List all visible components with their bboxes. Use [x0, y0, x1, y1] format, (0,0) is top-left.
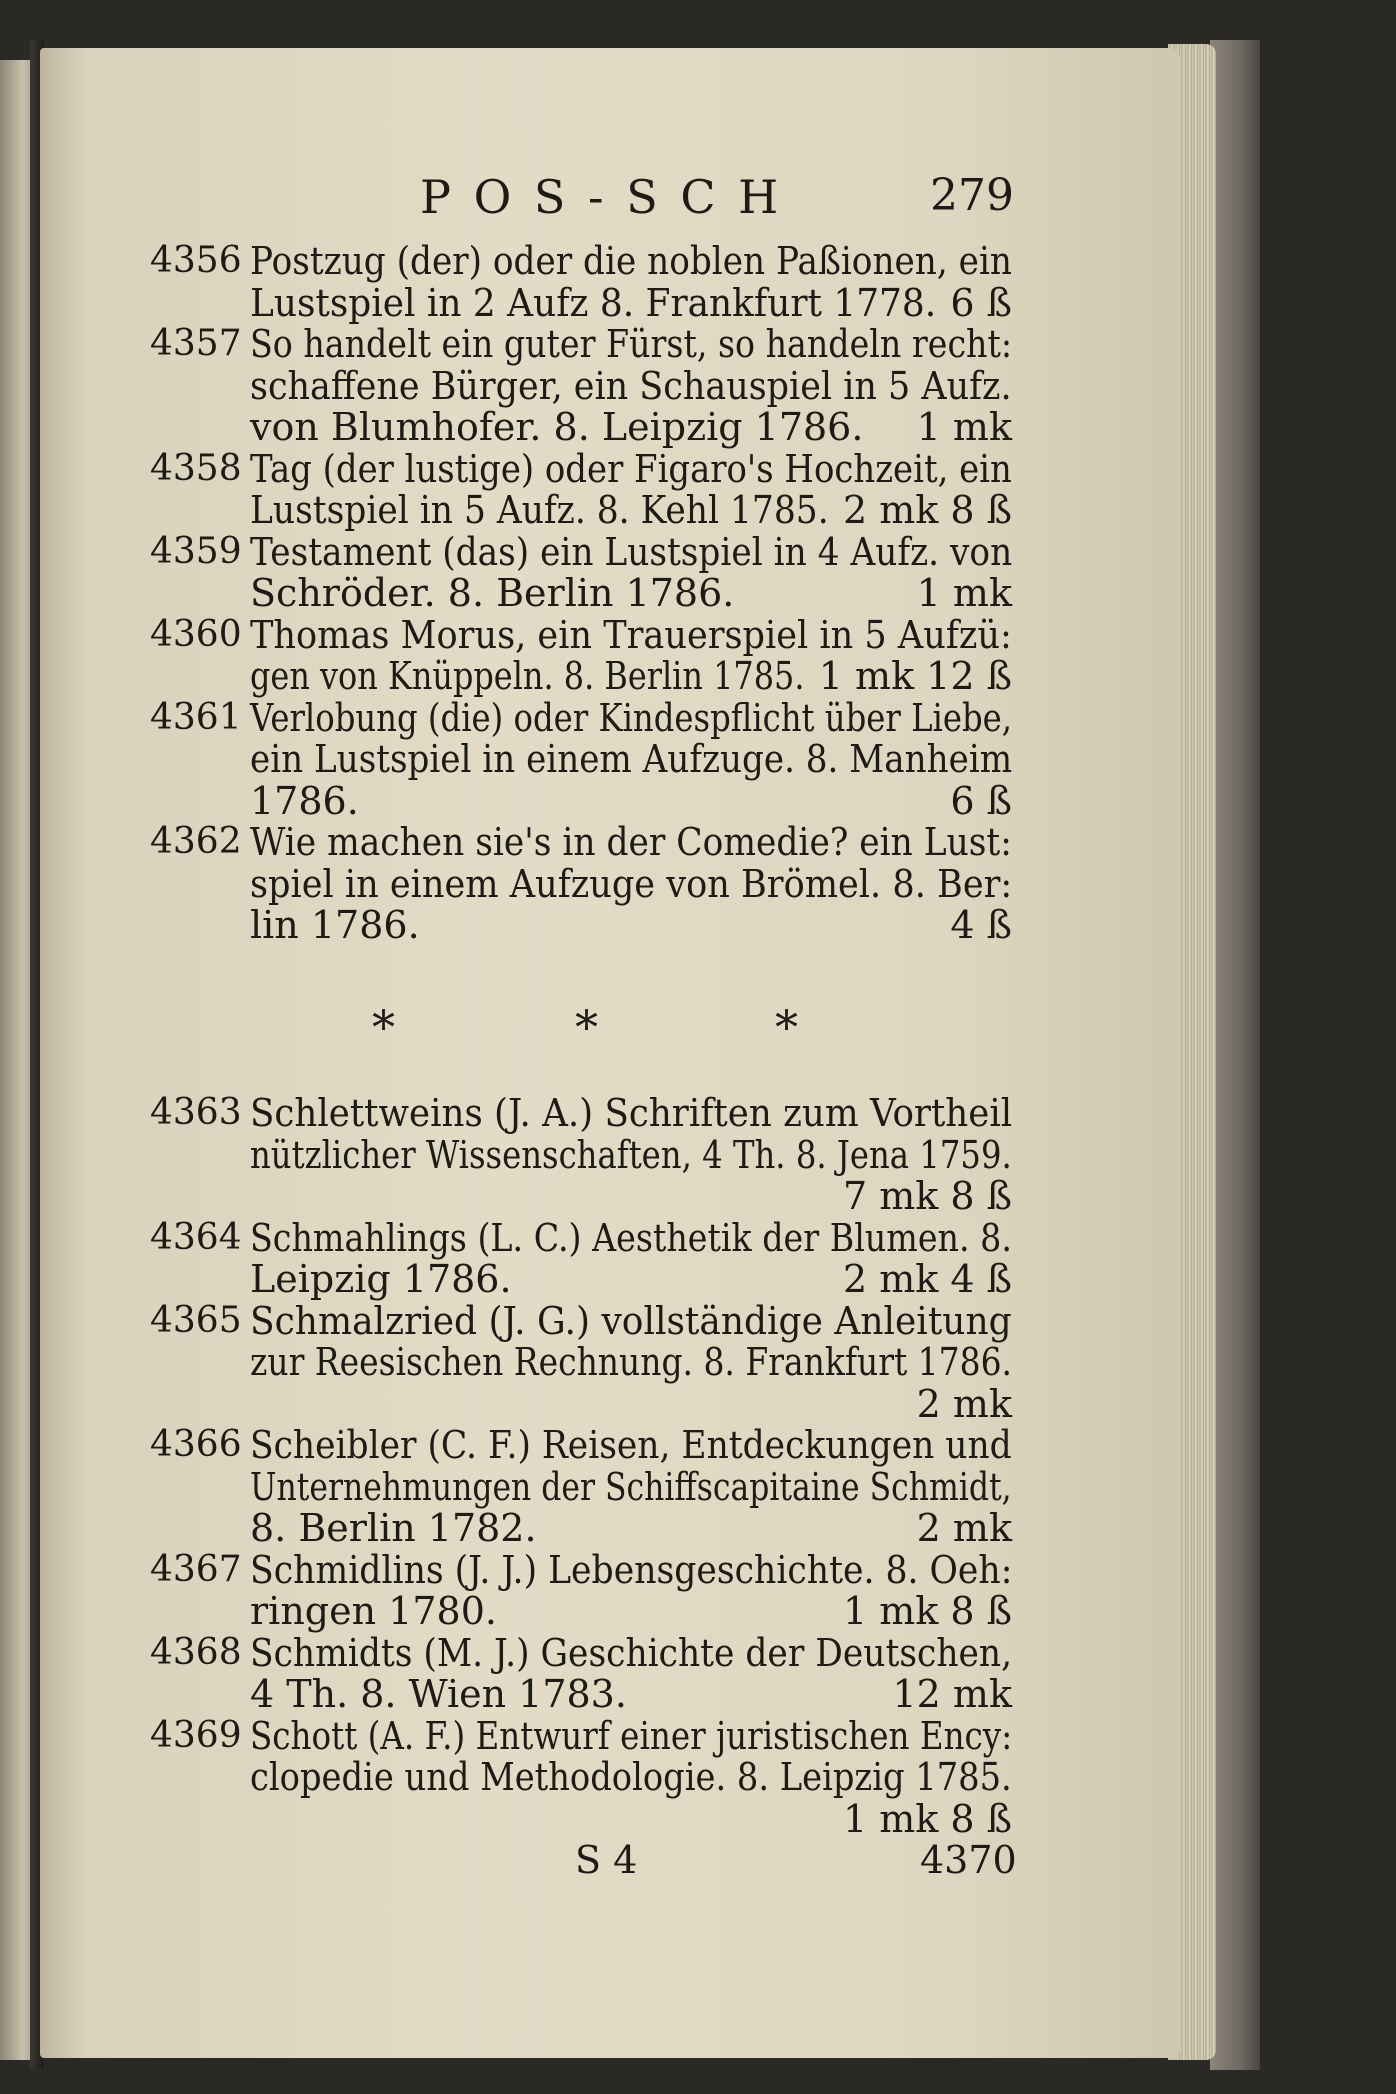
entry-text: Unternehmungen der Schiffscapitaine Schmidt,	[250, 1464, 1012, 1509]
entry-number: 4357	[150, 323, 242, 364]
entry-price: 1 mk 8 ß	[842, 1589, 1012, 1633]
entry-number: 4368	[150, 1631, 242, 1673]
entry-text: ringen 1780.	[250, 1589, 497, 1633]
catchword: 4370	[920, 1838, 1017, 1882]
entry-price: 6 ß	[950, 778, 1012, 823]
book-cover-edge	[1210, 40, 1260, 2070]
entry-text: Schmalzried (J. G.) vollständige Anleitung	[250, 1298, 1012, 1343]
entry-text: Leipzig 1786.	[250, 1257, 512, 1301]
entry-text: zur Reesischen Rechnung. 8. Frankfurt 1786.	[250, 1340, 1013, 1384]
entry-price: 2 mk	[916, 1506, 1012, 1550]
entry-price: 2 mk	[916, 1381, 1012, 1426]
divider-asterisk: *	[372, 1000, 395, 1054]
page-number: 279	[930, 170, 1014, 221]
divider-asterisk: *	[775, 1000, 798, 1054]
entry-text: Schmidts (M. J.) Geschichte der Deutschen,	[250, 1630, 1013, 1675]
entry-text: Scheibler (C. F.) Reisen, Entdeckungen und	[250, 1423, 1012, 1467]
entry-price: 2 mk 8 ß	[842, 488, 1012, 532]
entry-text: So handelt ein guter Fürst, so handeln recht:	[250, 322, 1013, 366]
entry-price: 4 ß	[950, 903, 1012, 947]
entry-text: Schlettweins (J. A.) Schriften zum Vortheil	[250, 1091, 1013, 1135]
entry-price: 6 ß	[950, 280, 1012, 325]
entry-text: Schröder. 8. Berlin 1786.	[250, 571, 735, 615]
entry-text: clopedie und Methodologie. 8. Leipzig 1785.	[250, 1755, 1012, 1799]
entry-text: nützlicher Wissenschaften, 4 Th. 8. Jena 1759.	[250, 1132, 1012, 1177]
section-divider	[0, 1000, 1396, 1054]
entry-text: Postzug (der) oder die noblen Paßionen, ein	[250, 239, 1012, 283]
entry-text: lin 1786.	[250, 903, 420, 947]
entry-text: Lustspiel in 5 Aufz. 8. Kehl 1785.	[250, 488, 829, 532]
entry-price: 1 mk 12 ß	[818, 654, 1012, 698]
entry-text: von Blumhofer. 8. Leipzig 1786.	[250, 405, 864, 449]
entry-number: 4356	[150, 240, 242, 281]
entry-price: 1 mk 8 ß	[842, 1796, 1012, 1841]
entry-number: 4369	[150, 1714, 242, 1756]
entry-text: ein Lustspiel in einem Aufzuge. 8. Manheim	[250, 737, 1013, 781]
entry-number: 4366	[150, 1424, 242, 1465]
entry-text: Lustspiel in 2 Aufz 8. Frankfurt 1778.	[250, 280, 937, 325]
entry-number: 4361	[150, 696, 242, 738]
entry-text: Schott (A. F.) Entwurf einer juristischen Ency:	[250, 1713, 1013, 1758]
entry-price: 2 mk 4 ß	[842, 1257, 1012, 1301]
entry-text: Verlobung (die) oder Kindespflicht über Liebe,	[250, 695, 1013, 740]
entry-text: 8. Berlin 1782.	[250, 1506, 537, 1550]
entry-text: schaffene Bürger, ein Schauspiel in 5 Aufz.	[250, 363, 1012, 408]
entry-price: 1 mk	[916, 405, 1012, 449]
entry-text: gen von Knüppeln. 8. Berlin 1785.	[250, 654, 805, 698]
divider-asterisk: *	[575, 1000, 598, 1054]
entry-text: Tag (der lustige) oder Figaro's Hochzeit, ein	[250, 446, 1012, 491]
entry-text: Thomas Morus, ein Trauerspiel in 5 Aufzü:	[250, 612, 1012, 657]
running-head: P O S - S C H	[420, 170, 783, 224]
entry-text: Wie machen sie's in der Comedie? ein Lust:	[250, 820, 1012, 864]
entry-text: spiel in einem Aufzuge von Brömel. 8. Ber:	[250, 861, 1013, 906]
entry-number: 4363	[150, 1092, 242, 1133]
entry-number: 4362	[150, 821, 242, 862]
entry-number: 4360	[150, 613, 242, 655]
entry-number: 4358	[150, 447, 242, 489]
entry-price: 1 mk	[916, 571, 1012, 615]
signature-mark: S 4	[575, 1838, 638, 1882]
entry-number: 4367	[150, 1548, 242, 1590]
entry-text: Testament (das) ein Lustspiel in 4 Aufz. von	[250, 529, 1013, 574]
entry-number: 4359	[150, 530, 242, 572]
entry-number: 4365	[150, 1299, 242, 1341]
entry-text: Schmidlins (J. J.) Lebensgeschichte. 8. Oeh:	[250, 1547, 1013, 1592]
entry-number: 4364	[150, 1216, 242, 1258]
entry-text: Schmahlings (L. C.) Aesthetik der Blumen. 8.	[250, 1215, 1012, 1260]
entry-price: 7 mk 8 ß	[842, 1174, 1012, 1218]
entry-text: 1786.	[250, 778, 359, 823]
entry-text: 4 Th. 8. Wien 1783.	[250, 1672, 627, 1716]
entry-price: 12 mk	[892, 1672, 1012, 1716]
